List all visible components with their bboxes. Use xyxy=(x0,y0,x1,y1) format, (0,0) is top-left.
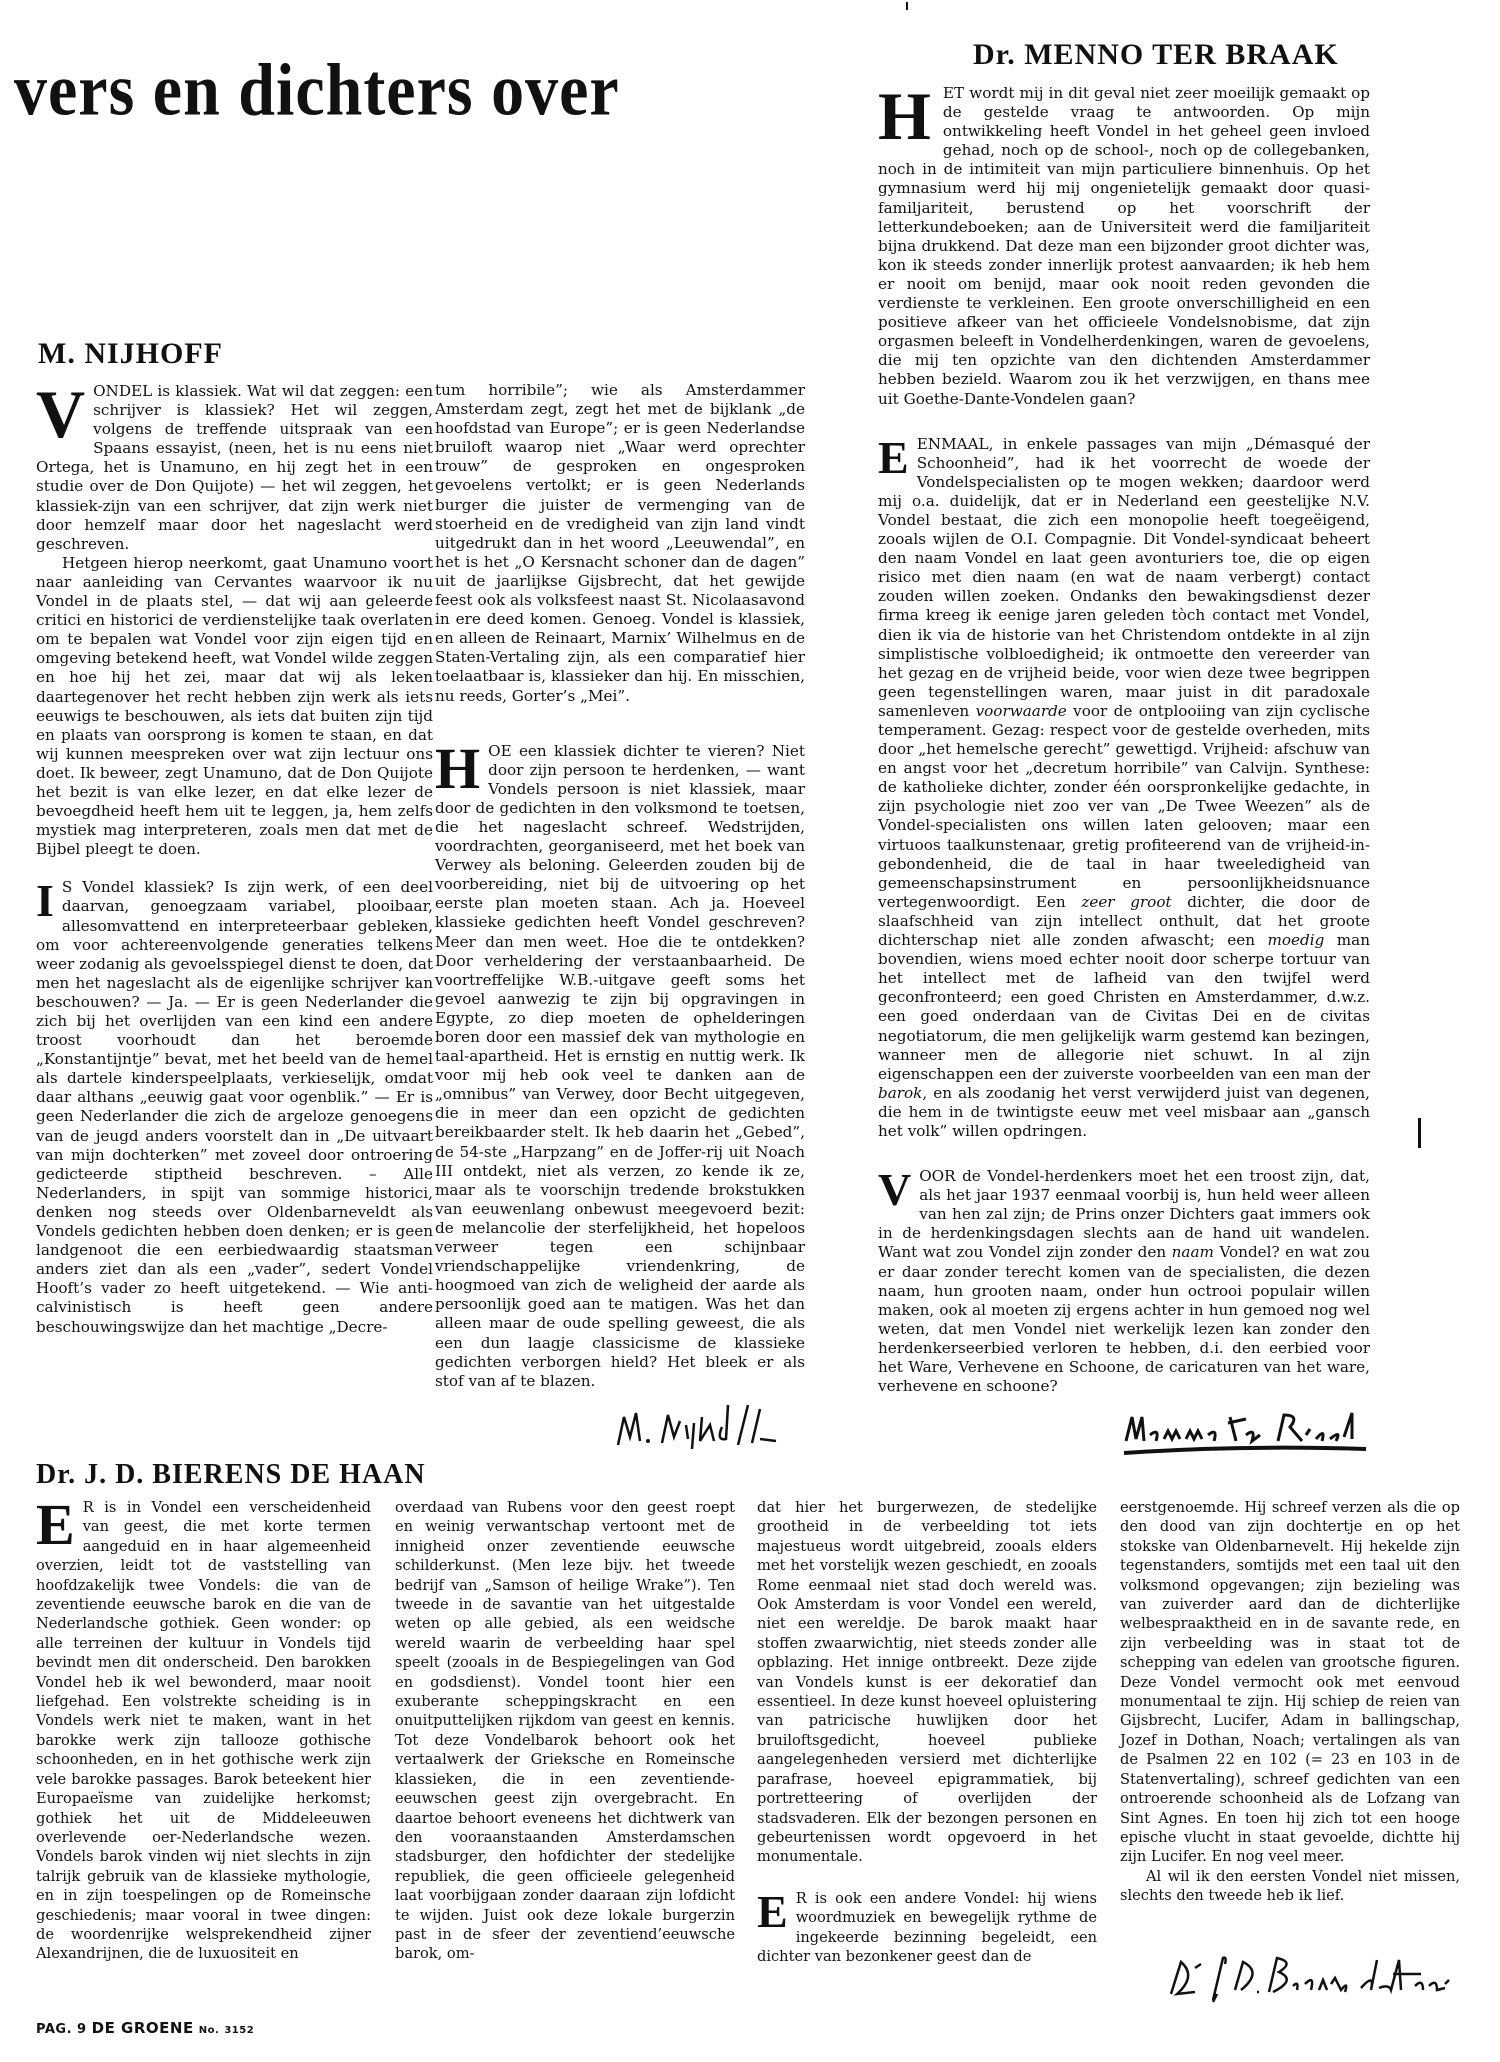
ter-braak-paragraph xyxy=(878,78,1370,409)
ter-braak-column xyxy=(878,78,1371,1396)
ter-braak-paragraph xyxy=(878,431,1371,1141)
signature-bierens-de-haan xyxy=(1165,1950,1455,2010)
paragraph-text: R is ook een andere Vondel: hij wiens woordmuziek en bewegelijk rythme de ingekeerde bezinning begeleidt, een dichter van bezonkener geest dan de xyxy=(757,1889,1097,1965)
paragraph-text: S Vondel klassiek? Is zijn werk, of een deel daarvan, genoegzaam variabel, plooibaar, allesomvattend en interpreteerbaar gebleken, om voor achtereenvolgende generaties telkens weer zodanig als gevoelsspiegel dienst te doen, dat men het nageslacht als de eigenlijke schrijver kan beschouwen? — Ja. — Er is geen Nederlander die zich bij het overlijden van een kind een andere troost voorhoudt dan het beroemde „Konstantijntje” bevat, met het beeld van de hemel als dartele kinderspeelplaats, verkieselijk, omdat daar althans „eeuwig gaat voor ogenblik.” — Er is geen Nederlander die zich de argeloze genoegens van de jeugd anders voorstelt dan in „De uitvaart van mijn dochterken” met zoveel door ontroering gedicteerde stiptheid beschreven. – Alle Nederlanders, in spijt van sommige historici, denken nog steeds over Oldenbarneveldt als Vondels gedichten hebben doen denken; er is geen landgenoot die een eerbiedwaardig staatsman anders ziet dan als een „vader”, sedert Vondel Hooft’s vader zo heeft uitgetekend. — Wie anti-calvinistisch is heeft geen andere beschouwingswijze dan het machtige „Decre- xyxy=(36,878,433,1336)
bierens-column-4 xyxy=(1120,1498,1460,1906)
nijhoff-paragraph xyxy=(36,875,433,1336)
paragraph-text: dichter, die door de slaafschheid van zijn intellect onthult, dat het groote dichterschap niet alle zonden afwascht; een xyxy=(878,892,1371,950)
handwritten-signature xyxy=(1165,1950,1455,2010)
handwritten-signature xyxy=(610,1395,800,1455)
nijhoff-paragraph xyxy=(36,376,433,554)
emphasis-text: naam xyxy=(1171,1243,1214,1262)
footer-publication: DE GROENE xyxy=(91,2019,194,2037)
nijhoff-paragraph: tum horribile”; wie als Amsterdammer Amsterdam zegt, zegt het met de bijklank „de hoofdstad van Europe”; er is geen Nederlandse bruiloft waarop niet „Waar werd oprechter trouw” de gesproken en ongesproken gevoelens vertolkt; er is geen Nederlands burger die juister de vermenging van de stoerheid en de vredigheid van zijn land vindt uitgedrukt dan in het woord „Leeuwendal”, en het is het „O Kersnacht schoner dan de dagen” uit de jaarlijkse Gijsbrecht, dat het gewijde feest ook als volksfeest naast St. Nicolaasavond in ere deed komen. Genoeg. Vondel is klassiek, en alleen de Reinaart, Marnix’ Wilhelmus en de Staten-Vertaling zijn, als een comparatief hier toelaatbaar is, klassieker dan hij. En misschien, nu reeds, Gorter’s „Mei”. xyxy=(435,381,805,705)
paragraph-text: OE een klassiek dichter te vieren? Niet door zijn persoon te herdenken, — want Vondels persoon is niet klassiek, maar door de gedichten in den volksmond te toetsen, die het nageslacht schreef. Wedstrijden, voordrachten, georganiseerd, met het boek van Verwey als beloning. Geleerden zouden bij de voorbereiding, niet bij de uitvoering op het eerste plan moeten staan. Ach ja. Hoeveel klassieke gedichten heeft Vondel geschreven? Meer dan men weet. Hoe die te ontdekken? Door verheldering der verstaanbaarheid. De voortreffelijke W.B.-uitgave geeft soms het gevoel aanwezig te zijn bij opgravingen in Egypte, zo diep moeten de ophelderingen boren door een massief dek van mythologie en taal-apartheid. Het is ernstig en nuttig werk. Ik voor mij heb ook veel te danken aan de „omnibus” van Verwey, door Becht uitgegeven, die in meer dan een opzicht de gedichten bereikbaarder stelt. Ik heb daarin het „Gebed”, de 54-ste „Harpzang” en de Joffer-rij uit Noach III ontdekt, niet als verzen, zo kende ik ze, maar als te voorschijn tredende brokstukken van eeuwenlang onbewust meegevoerd bezit: de melancolie der sterfelijkheid, het hopeloos verweer tegen een schijnbaar vriendschappelijke vriendenkring, de hoogmoed van zich de weligheid der aarde als persoonlijk goed aan te matigen. Was het dan alleen maar de oude spelling geweest, die als een dun laagje classicisme de klassieke gedichten verborgen hield? Het bleek er als stof van af te blazen. xyxy=(435,741,805,1390)
emphasis-text: voorwaarde xyxy=(975,701,1067,720)
footer-issue-label: No. xyxy=(198,2025,220,2036)
bierens-column-3 xyxy=(757,1498,1097,1966)
dropcap-letter: E xyxy=(36,1492,75,1557)
emphasis-text: zeer groot xyxy=(1081,892,1172,911)
dropcap-letter: H xyxy=(878,78,931,154)
footer-page-number: 9 xyxy=(77,2022,87,2037)
paragraph-text: Vondel? en wat zou er daar zonder terecht komen van de specialisten, die dezen naam, hun grooten naam, onder hun octrooi populair willen maken, ook al moeten zij ergens achter in hun gemoed nog wel weten, dat men Vondel niet werkelijk lezen kan zonder den herdenkerseerbied verloren te hebben, d.i. den eerbied voor het Ware, Verhevene en Schoone, de caricaturen van het ware, verhevene en schoone? xyxy=(878,1243,1371,1396)
bierens-paragraph: dat hier het burgerwezen, de stedelijke grootheid in de verbeelding tot iets majestueus wordt uitgebreid, zooals elders met het vorstelijk wezen geschiedt, en zooals Rome eenmaal niet stad doch wereld was. Ook Amsterdam is voor Vondel een wereld, niet een wereldje. De barok maakt haar stoffen zwaarwichtig, niet steeds zonder alle opblazing. Het innige ontbreekt. Deze zijde van Vondels kunst is eer dekoratief dan essentieel. In deze kunst hoeveel opluistering van patricische huwlijken door het bruiloftsgedicht, hoeveel publieke aangelegenheden versierd met dichterlijke parafrase, hoeveel epigrammatiek, bij portretteering of overlijden der stadsvaderen. Elk der bezongen personen en gebeurtenissen wordt opgevoerd in het monumentale. xyxy=(757,1499,1097,1866)
bierens-paragraph: eerstgenoemde. Hij schreef verzen als die op den dood van zijn dochtertje en op het stokske van Oldenbarnevelt. Hij hekelde zijn tegenstanders, somtijds met een taal uit den volksmond opgevangen; zijn bezieling was van zuiverder aard dan de dichterlijke welbespraaktheid en in de savante rede, en zijn verbeelding was in staat tot de schepping van edelen van grootsche figuren. Deze Vondel vermocht ook met eenvoud monumentaal te zijn. Hij schiep de reien van Gijsbrecht, Lucifer, Adam in ballingschap, Jozef in Dothan, Noach; vertalingen als van de Psalmen 22 en 102 (= 23 en 103 in de Statenvertaling), schreef gedichten van een ontroerende schoonheid als de Lofzang van Sint Agnes. En toen hij zich tot een hooge epische vlucht in staat gevoelde, dichtte hij zijn Lucifer. En nog veel meer. xyxy=(1120,1499,1460,1866)
footer-pag-label: PAG. xyxy=(36,2022,73,2037)
paragraph-text: R is in Vondel een verscheidenheid van geest, die met korte termen aangeduid en in haar algemeenheid overzien, leidt tot de vaststelling van hoofdzakelijk twee Vondels: die van de zeventiende eeuwsche barok en die van de Nederlandsche gothiek. Geen wonder: op alle terreinen der kultuur in Vondels tijd bevindt men dit onderscheid. Den barokken Vondel heb ik wel bewonderd, maar nooit liefgehad. Een volstrekte scheiding is in Vondels werk niet te maken, want in het barokke werk zijn tallooze gothische schoonheden, en in het gothische werk zijn vele barokke passages. Barok beteekent hier Europaeïsme van zuidelijke herkomst; gothiek het uit de Middeleeuwen overlevende oer-Nederlandsche wezen. Vondels barok vinden wij niet slechts in zijn talrijk gebruik van de klassieke mythologie, en in zijn toespelingen op de Romeinsche geschiedenis; maar vooral in twee dingen: de woordenrijke welsprekendheid zijner Alexandrijnen, die de luxuositeit en xyxy=(36,1499,371,1963)
dropcap-letter: E xyxy=(757,1885,788,1937)
page-footer xyxy=(36,2019,254,2037)
paragraph-text: ONDEL is klassiek. Wat wil dat zeggen: een schrijver is klassiek? Het wil zeggen, volgens de treffende uitspraak van een Spaans essayist, (neen, het is nu eens niet Ortega, het is Unamuno, en hij zegt het in een studie over de Don Quijote) — het wil zeggen, het klassiek-zijn van een schrijver, dat zijn werk niet door hemzelf maar door het nageslacht werd geschreven. xyxy=(36,382,433,553)
bierens-column-2 xyxy=(395,1498,735,1964)
nijhoff-column-2 xyxy=(435,381,805,1391)
print-mark xyxy=(1418,1118,1421,1148)
nijhoff-column-1 xyxy=(36,376,433,1337)
dropcap-letter: H xyxy=(435,735,481,801)
print-mark xyxy=(906,2,908,10)
byline-bierens-de-haan: Dr. J. D. BIERENS DE HAAN xyxy=(36,1459,426,1490)
dropcap-letter: V xyxy=(36,376,86,452)
handwritten-signature xyxy=(1120,1405,1370,1465)
bierens-paragraph: Al wil ik den eersten Vondel niet missen, slechts den tweede heb ik lief. xyxy=(1120,1867,1460,1905)
bierens-paragraph xyxy=(36,1492,371,1964)
dropcap-letter: I xyxy=(36,875,54,927)
bierens-paragraph xyxy=(757,1885,1097,1967)
paragraph-text: , en als zoodanig het verst verwijderd juist van degenen, die hem in de twintigste eeuw met veel misbaar aan „gansch het volk” willen opdringen. xyxy=(878,1083,1370,1140)
emphasis-text: moedig xyxy=(1267,931,1325,950)
paragraph-text: man bovendien, wiens moed echter nooit door scherpe tortuur van het intellect met de lafheid van den twijfel werd geconfronteerd; een goed Christen en Amsterdammer, d.w.z. een goed onderdaan van de Civitas Dei en de civitas negotiatorum, die men gelijkelijk warm gestemd kan bezingen, wanneer men de allegorie niet schuwt. In al zijn eigenschappen een der zuiverste voorbeelden van een man der xyxy=(878,931,1370,1083)
nijhoff-paragraph xyxy=(435,735,805,1391)
dropcap-letter: E xyxy=(878,431,909,483)
footer-issue-number: 3152 xyxy=(224,2025,255,2036)
dropcap-letter: V xyxy=(878,1164,912,1216)
ter-braak-paragraph xyxy=(878,1164,1371,1396)
signature-nijhoff xyxy=(610,1395,800,1455)
paragraph-text: OOR de Vondel-herdenkers moet het een troost zijn, dat, als het jaar 1937 eenmaal voorbij is, hun held weer alleen van hen zal zijn; de Prins onzer Dichters gaat immers ook in de herdenkingsdagen slechts aan de hand uit wandelen. Want wat zou Vondel zijn zonder den xyxy=(878,1167,1370,1262)
byline-nijhoff: M. NIJHOFF xyxy=(38,337,223,370)
emphasis-text: barok xyxy=(878,1083,923,1102)
paragraph-text: ENMAAL, in enkele passages van mijn „Démasqué der Schoonheid”, had ik het voorrecht de woede der Vondelspecialisten op te mogen wekken; daardoor werd mij o.a. duidelijk, dat er in Nederland een geestelijke N.V. Vondel bestaat, die zich een monopolie heeft toegeëigend, zooals wijlen de O.I. Compagnie. Dit Vondel-syndicaat beheert den naam Vondel en laat geen avonturiers toe, die op eigen risico met dien naam (en wat de naam verbergt) contact zouden willen zoeken. Ondanks den bewakingsdienst dezer firma kreeg ik eenige jaren geleden tòch contact met Vondel, dien ik via de historie van het Christendom ontdekte in al zijn simplistische volbloedigheid; ik ontmoette den vereerder van het gezag en de vrijheid beide, voor wien deze twee begrippen geen tegenstellingen waren, maar juist in dit paradoxale samenleven xyxy=(878,434,1370,720)
nijhoff-paragraph: Hetgeen hierop neerkomt, gaat Unamuno voort naar aanleiding van Cervantes waarvoor ik nu Vondel in de plaats stel, — dat wij aan geleerde critici en historici de verdienstelijke taak overlaten om te bepalen wat Vondel voor zijn eigen tijd en omgeving betekend heeft, wat Vondel wilde zeggen en hoe hij het zei, maar dat wij als leken daartegenover het recht hebben zijn werk als iets eeuwigs te beschouwen, als iets dat buiten zijn tijd en plaats van oorsprong is komen te staan, en dat wij kunnen meespreken over wat zijn lectuur ons doet. Ik beweer, zegt Unamuno, dat de Don Quijote het bezit is van elke lezer, en dat elke lezer de bevoegdheid heeft hem uit te leggen, ja, hem zelfs mystiek mag interpreteren, zoals men dat met de Bijbel pleegt te doen. xyxy=(36,553,433,859)
paragraph-text: ET wordt mij in dit geval niet zeer moeilijk gemaakt op de gestelde vraag te antwoorden. Op mijn ontwikkeling heeft Vondel in het geheel geen invloed gehad, noch op de school-, noch op de collegebanken, noch in de intimiteit van mijn particuliere binnenhuis. Op het gymnasium werd hij mij ongenietelijk gemaakt door quasi-familjariteit, berustend op het voorschrift der letterkundeboeken; aan de Universiteit werd die familjariteit bijna drukkend. Dat deze man een bijzonder groot dichter was, kon ik steeds zonder innerlijk protest aanvaarden; ik heb hem er nooit om benijd, maar ook nooit reden gevonden die verdienste te verkleinen. Een groote onverschilligheid en een positieve afkeer van het officieele Vondelsnobisme, dat zijn orgasmen beleeft in Vondelherdenkingen, waren de gevoelens, die mij ten opzichte van den dichtenden Amsterdammer hebben bezield. Waarom zou ik het verzwijgen, en thans mee uit Goethe-Dante-Vondelen gaan? xyxy=(878,84,1370,408)
byline-ter-braak: Dr. MENNO TER BRAAK xyxy=(973,38,1339,71)
page-headline: vers en dichters over xyxy=(14,49,620,132)
signature-ter-braak xyxy=(1120,1405,1370,1465)
bierens-paragraph: overdaad van Rubens voor den geest roept en weinig verwantschap vertoont met de innigheid onzer zeventiende eeuwsche schilderkunst. (Men leze bijv. het tweede bedrijf van „Samson of heilige Wrake”). Ten tweede in de savantie van het uitgestalde weten op alle gebied, als een weidsche wereld waarin de verbeelding haar spel speelt (zooals in de Bespiegelingen van God en godsdienst). Vondel toont hier een exuberante scheppingskracht en een onuitputtelijken rijkdom van geest en kennis. Tot deze Vondelbarok behoort ook het vertaalwerk der Grieksche en Romeinsche klassieken, die in een zeventiende-eeuwschen geest zijn overgebracht. En daartoe behoort eveneens het dichtwerk van den vooraanstaanden Amsterdamschen stadsburger, den hofdichter der stedelijke republiek, die geen officieele gelegenheid laat voorbijgaan zonder daaraan zijn lofdicht te wijden. Juist ook deze lokale burgerzin past in de sfeer der zeventiend’eeuwsche barok, om- xyxy=(395,1499,735,1963)
bierens-column-1 xyxy=(36,1492,371,1964)
paragraph-text: voor de ontplooiing van zijn cyclische temperament. Gezag: respect voor de gestelde overheden, mits door „het hemelsche gerecht” gewettigd. Vrijheid: afschuw van en angst voor het „decretum horribile” van Calvijn. Synthese: de katholieke dichter, zonder één oorspronkelijke gedachte, in zijn psychologie niet zoo ver van „De Twee Weezen” als de Vondel-specialisten ons willen laten gelooven; maar een virtuoos taalkunstenaar, gretig profiteerend van de vrijheid-in-gebondenheid, die de taal in haar tweeledigheid van gemeenschapsinstrument en persoonlijkheidsnuance vertegenwoordigt. Een xyxy=(878,701,1371,911)
